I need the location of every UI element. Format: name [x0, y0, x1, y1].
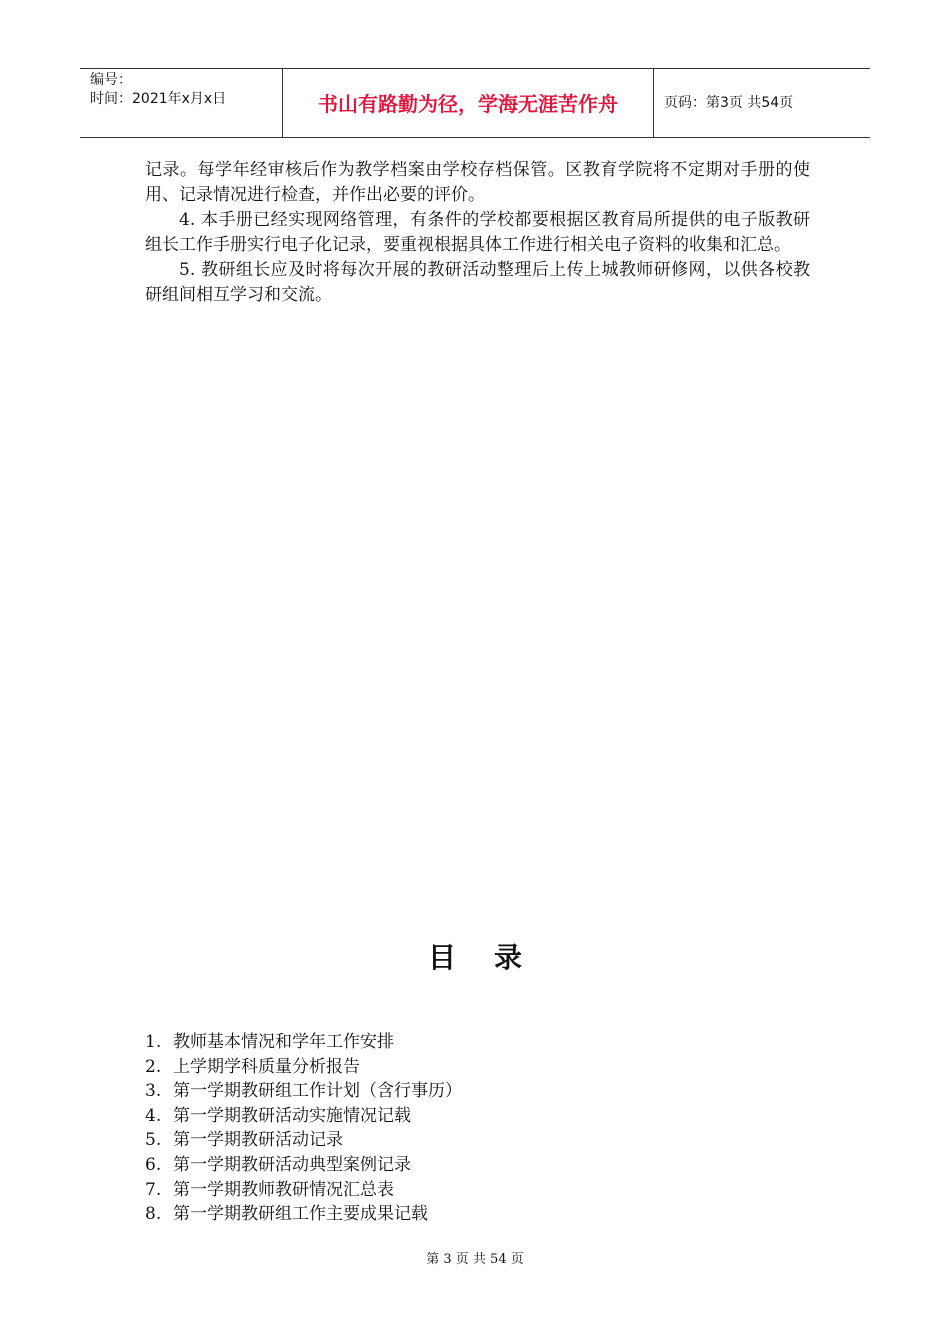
- toc-item-number: 1.: [145, 1032, 162, 1052]
- toc-item-text: 第一学期教师教研情况汇总表: [173, 1179, 394, 1200]
- header-motto: 书山有路勤为径，学海无涯苦作舟: [318, 92, 618, 116]
- document-number-label: 编号：: [90, 72, 132, 88]
- toc-item-number: 3.: [145, 1081, 162, 1102]
- toc-item: [145, 1055, 645, 1080]
- paragraph-continued: 记录。每学年经审核后作为教学档案由学校存档保管。区教育学院将不定期对手册的使用、记录情况进行检查，并作出必要的评价。: [145, 160, 810, 205]
- header-page-info: 页码：第3页 共54页: [664, 95, 794, 111]
- toc-item-number: 4.: [145, 1105, 162, 1126]
- toc-item-number: 6.: [145, 1154, 162, 1175]
- toc-item-number: 8.: [145, 1204, 162, 1225]
- header-info-cell: [80, 69, 282, 137]
- toc-item-text: 教师基本情况和学年工作安排: [173, 1032, 394, 1052]
- toc-item-text: 第一学期教研活动记录: [173, 1130, 343, 1151]
- toc-item-text: 第一学期教研组工作计划（含行事历）: [173, 1081, 462, 1102]
- toc-item: [145, 1153, 645, 1178]
- toc-item: [145, 1030, 645, 1055]
- body-text: [145, 158, 810, 308]
- toc-item: [145, 1178, 645, 1203]
- paragraph-item-4: 4. 本手册已经实现网络管理，有条件的学校都要根据区教育局所提供的电子版教研组长工作手册实行电子化记录，要重视根据具体工作进行相关电子资料的收集和汇总。: [145, 210, 810, 255]
- toc-item-number: 5.: [145, 1130, 162, 1151]
- toc-item-text: 第一学期教研活动实施情况记载: [173, 1105, 411, 1126]
- toc-item-number: 2.: [145, 1056, 162, 1077]
- toc-item-text: 第一学期教研组工作主要成果记载: [173, 1204, 428, 1225]
- page-header: [80, 68, 870, 138]
- toc-item-text: 上学期学科质量分析报告: [173, 1056, 360, 1077]
- toc-item-number: 7.: [145, 1179, 162, 1200]
- header-page-cell: [654, 69, 870, 137]
- toc-item: [145, 1128, 645, 1153]
- page-footer: 第 3 页 共 54 页: [426, 1252, 524, 1267]
- header-motto-cell: [282, 69, 654, 137]
- toc-item: [145, 1202, 645, 1227]
- toc-title: 目录: [427, 941, 560, 974]
- toc-list: [145, 1030, 645, 1227]
- toc-item-text: 第一学期教研活动典型案例记录: [173, 1154, 411, 1175]
- document-date: 时间：2021年x月x日: [90, 91, 227, 107]
- toc-item: [145, 1104, 645, 1129]
- toc-item: [145, 1079, 645, 1104]
- paragraph-item-5: 5. 教研组长应及时将每次开展的教研活动整理后上传上城教师研修网，以供各校教研组间相互学习和交流。: [145, 260, 810, 305]
